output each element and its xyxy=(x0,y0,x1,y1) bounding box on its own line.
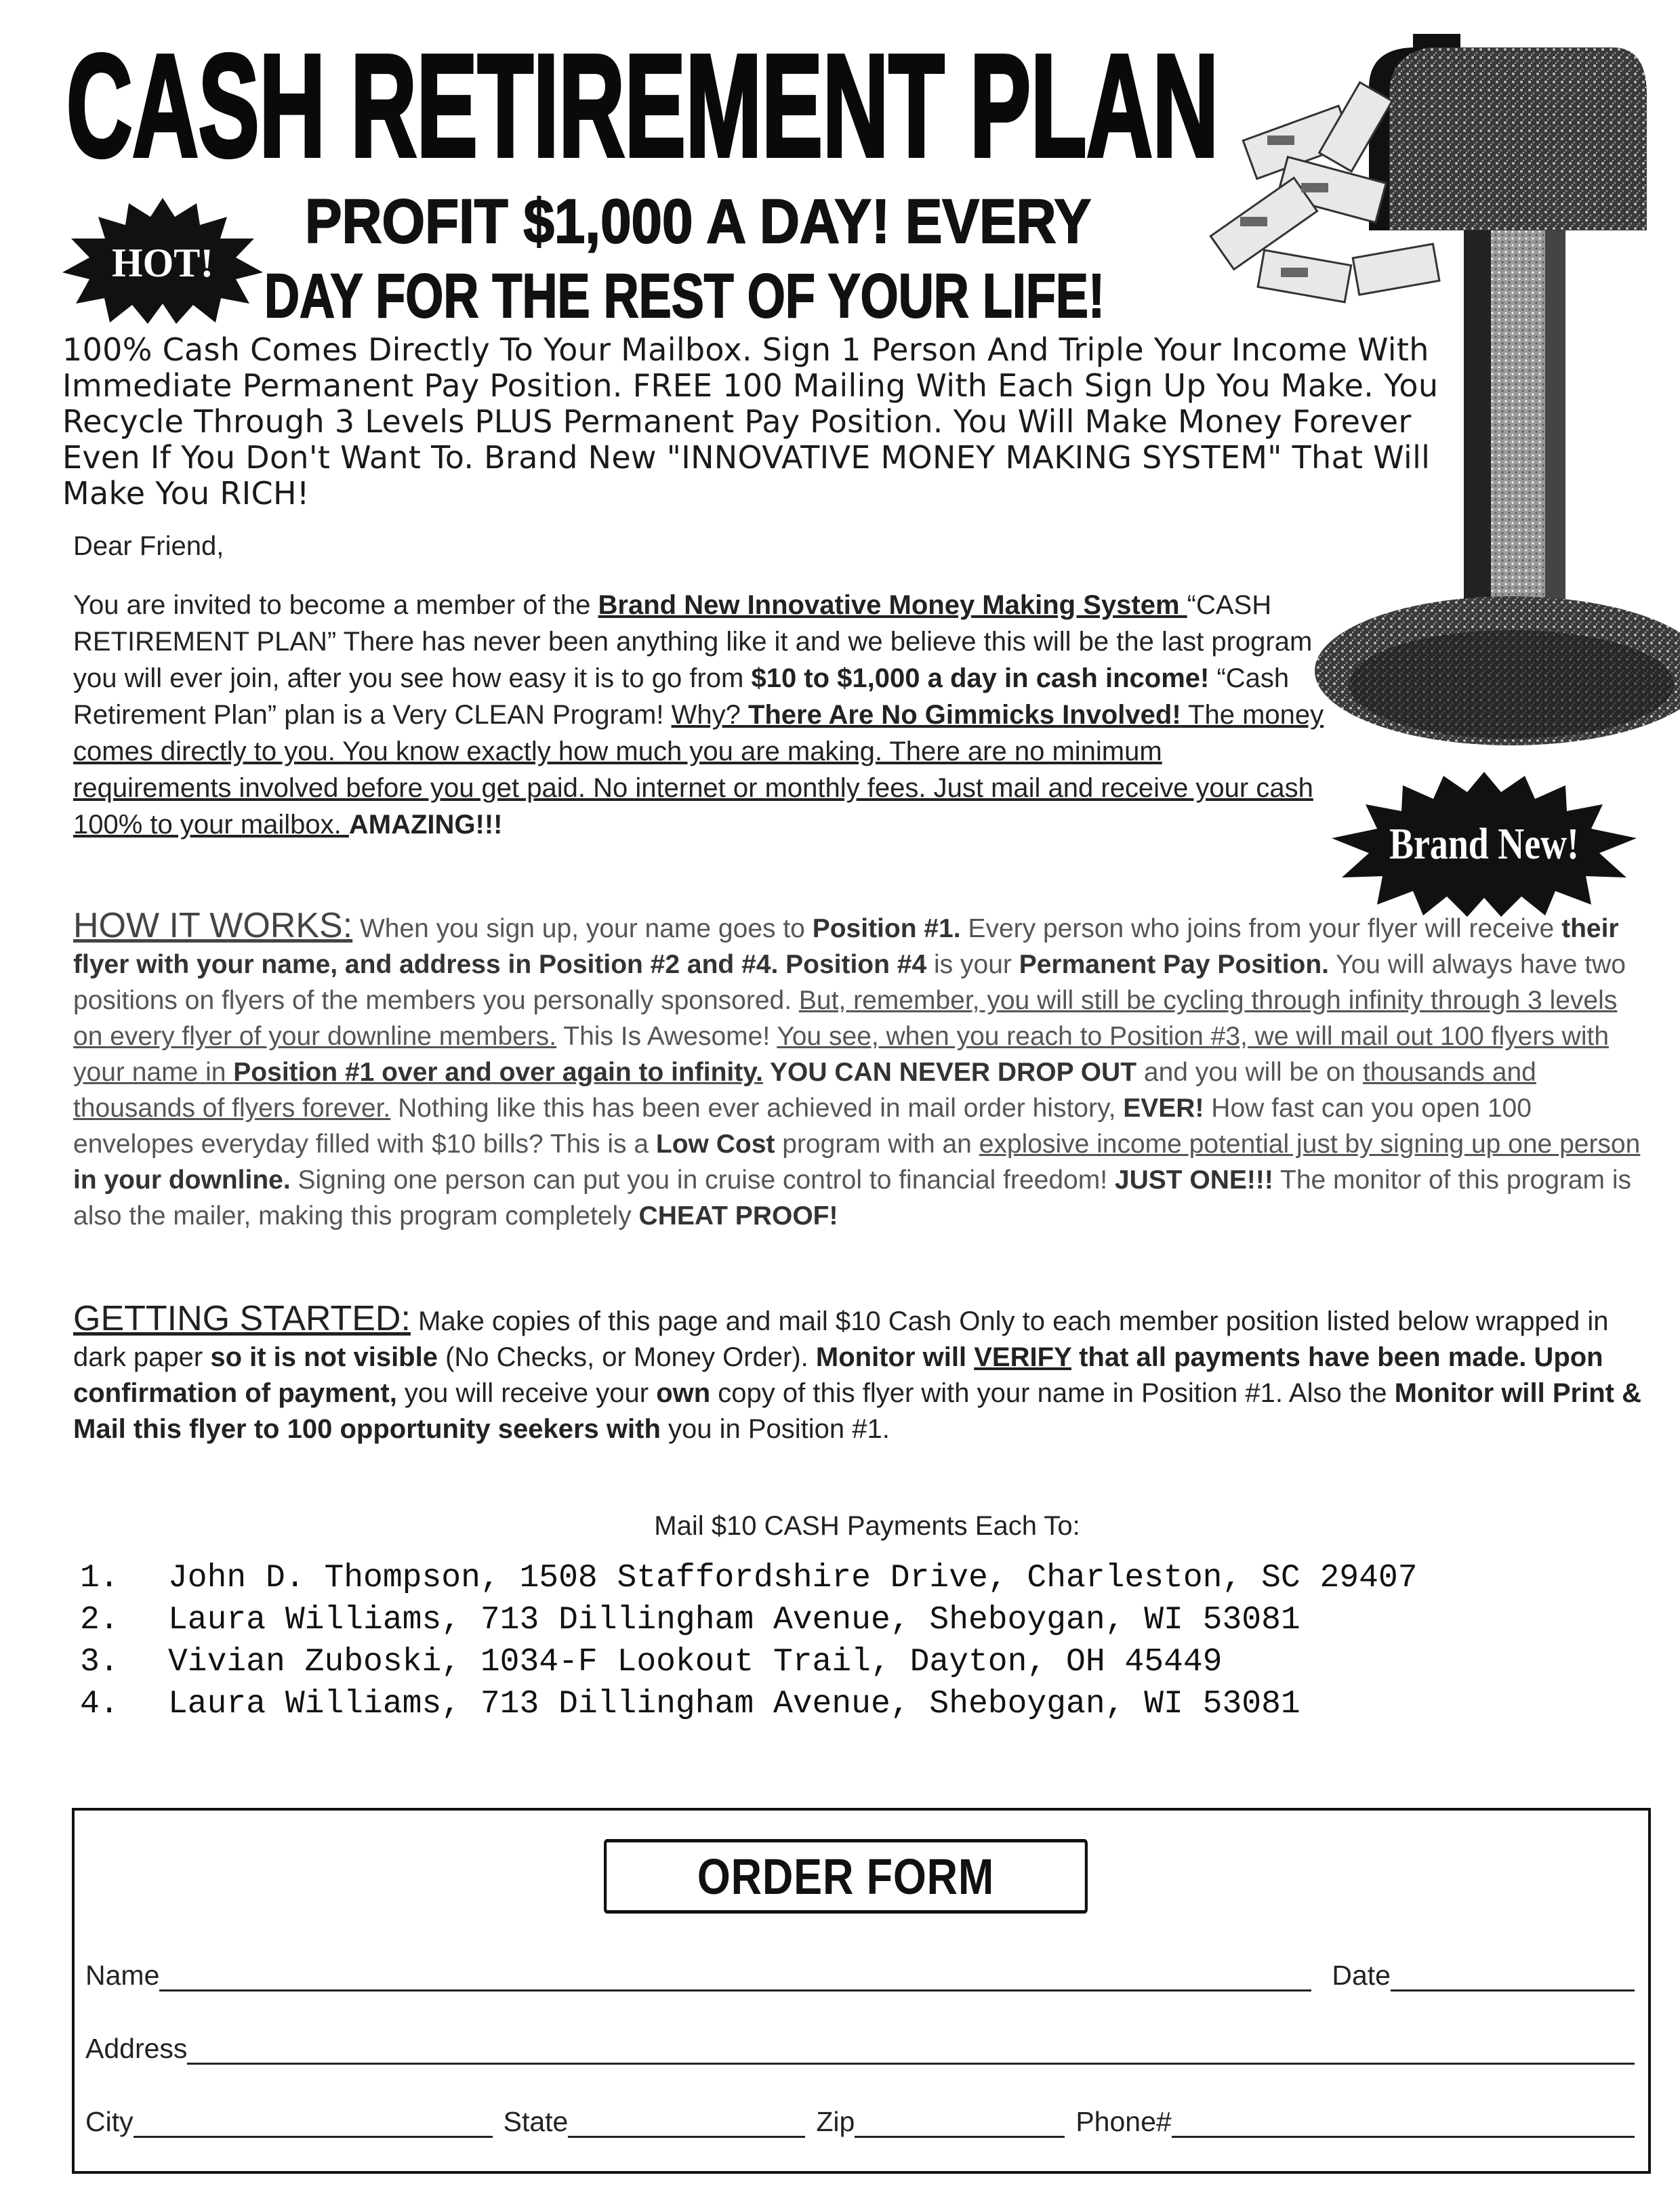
letter-text: “CASH RETIREMENT PLAN” There has never been anything like it and we believe this will be the last program you will ever join, after you see how easy it is to go from xyxy=(73,590,1313,693)
address-text: Vivian Zuboski, 1034-F Lookout Trail, Dayton, OH 45449 xyxy=(168,1644,1223,1680)
list-number: 3. xyxy=(80,1644,119,1680)
address-field[interactable] xyxy=(187,2038,1635,2065)
program-name: Brand New Innovative Money Making System xyxy=(598,590,1187,620)
how-underlined: explosive income potential just by signing up one person xyxy=(979,1130,1641,1159)
getting-bold: Monitor will xyxy=(815,1342,975,1372)
phone-field[interactable] xyxy=(1172,2111,1635,2138)
getting-text: you in Position #1. xyxy=(660,1414,890,1444)
address-label: Address xyxy=(85,2033,188,2064)
mail-instructions: Mail $10 CASH Payments Each To: xyxy=(654,1511,1080,1541)
headline-line1: PROFIT $1,000 A DAY! EVERY xyxy=(305,187,1091,256)
how-text: program with an xyxy=(775,1130,979,1159)
flyer-title xyxy=(60,20,1225,187)
state-field[interactable] xyxy=(568,2111,805,2138)
letter-text: “Cash Retirement Plan” plan is a Very CLEAN Program! xyxy=(73,663,1290,730)
getting-bold: own xyxy=(656,1378,711,1408)
city-label: City xyxy=(85,2106,134,2137)
how-bold: Low Cost xyxy=(655,1130,775,1159)
how-underlined: But, remember, you will still be cycling through infinity through 3 levels on every flyer of your downline members. xyxy=(73,986,1618,1051)
getting-bold: that all payments have been made. Upon confirmation of payment, xyxy=(73,1342,1603,1408)
how-bold: EVER! xyxy=(1123,1094,1204,1123)
list-number: 1. xyxy=(80,1560,119,1596)
list-item xyxy=(80,1557,1571,1599)
address-list xyxy=(80,1557,1571,1725)
how-text: is your xyxy=(926,950,1019,979)
how-text: The monitor of this program is also the mailer, making this program completely xyxy=(73,1165,1632,1231)
hot-badge-text: HOT! xyxy=(112,241,213,285)
name-field[interactable] xyxy=(159,1964,1311,1991)
how-text: You will always have two positions on flyers of the members you personally sponsored. xyxy=(73,950,1626,1015)
how-text: and you will be on xyxy=(1136,1058,1363,1087)
letter-text: You are invited to become a member of the xyxy=(73,590,598,620)
letter-body xyxy=(73,587,1327,843)
list-item xyxy=(80,1641,1571,1683)
brand-new-badge xyxy=(1328,769,1640,918)
getting-started-section xyxy=(73,1301,1652,1447)
name-label: Name xyxy=(85,1960,160,1991)
how-bold: Permanent Pay Position. xyxy=(1019,950,1330,979)
getting-bold: so it is not visible xyxy=(210,1342,438,1372)
hot-badge xyxy=(61,197,264,325)
how-underlined: You see, when you reach to Position #3, we will mail out 100 flyers with your name in xyxy=(73,1022,1610,1087)
zip-field[interactable] xyxy=(855,2111,1065,2138)
how-it-works-section xyxy=(73,908,1652,1234)
how-bold: in your downline. xyxy=(73,1165,291,1195)
letter-why: Why? xyxy=(671,700,748,730)
getting-started-heading: GETTING STARTED: xyxy=(73,1299,411,1338)
getting-text: Make copies of this page and mail $10 Cash Only to each member position listed below wrapped in dark paper xyxy=(73,1306,1609,1372)
order-form-title: ORDER FORM xyxy=(604,1839,1088,1914)
how-it-works-heading: HOW IT WORKS: xyxy=(73,906,353,945)
how-text: Nothing like this has been ever achieved in mail order history, xyxy=(390,1094,1124,1123)
city-state-zip-row xyxy=(85,2106,1635,2138)
order-form xyxy=(72,1808,1651,2174)
how-text: Every person who joins from your flyer will receive xyxy=(960,914,1562,943)
headline xyxy=(258,182,1220,331)
letter-amazing: AMAZING!!! xyxy=(348,810,503,840)
getting-text: copy of this flyer with your name in Position #1. Also the xyxy=(710,1378,1395,1408)
getting-text: (No Checks, or Money Order). xyxy=(437,1342,816,1372)
phone-label: Phone# xyxy=(1075,2106,1172,2137)
list-number: 4. xyxy=(80,1686,119,1722)
how-bold-underlined: Position #1 over and over again to infinity. xyxy=(233,1058,763,1087)
how-bold: JUST ONE!!! xyxy=(1114,1165,1273,1195)
date-label: Date xyxy=(1332,1960,1391,1991)
address-text: Laura Williams, 713 Dillingham Avenue, Sheboygan, WI 53081 xyxy=(168,1602,1300,1638)
letter-underlined: The money comes directly to you. You know exactly how much you are making. There are no minimum requirements involved before you get paid. No internet or monthly fees. Just mail and receive your cash 100% to your mailbox. xyxy=(73,700,1324,840)
address-row xyxy=(85,2033,1635,2065)
state-label: State xyxy=(503,2106,569,2137)
how-text: Signing one person can put you in cruise control to financial freedom! xyxy=(290,1165,1115,1195)
getting-text: you will receive your xyxy=(396,1378,657,1408)
how-bold: their flyer with your name, and address in Position #2 and #4. xyxy=(73,914,1619,979)
list-item xyxy=(80,1599,1571,1641)
list-item xyxy=(80,1683,1571,1725)
greeting: Dear Friend, xyxy=(73,531,224,561)
how-bold: Position #1. xyxy=(812,914,961,943)
verify-underlined: VERIFY xyxy=(974,1342,1071,1372)
how-text xyxy=(778,950,785,979)
address-text: Laura Williams, 713 Dillingham Avenue, Sheboygan, WI 53081 xyxy=(168,1686,1300,1722)
how-text: When you sign up, your name goes to xyxy=(352,914,813,943)
flyer-title-text: CASH RETIREMENT PLAN xyxy=(66,24,1218,187)
getting-bold: Monitor will Print & Mail this flyer to 100 opportunity seekers with xyxy=(73,1378,1641,1444)
name-date-row xyxy=(85,1960,1635,1991)
letter-no-gimmicks: There Are No Gimmicks Involved! xyxy=(747,700,1181,730)
list-number: 2. xyxy=(80,1602,119,1638)
how-underlined: thousands and thousands of flyers forever. xyxy=(73,1058,1536,1123)
how-bold: YOU CAN NEVER DROP OUT xyxy=(762,1058,1137,1087)
letter-emphasis: $10 to $1,000 a day in cash income! xyxy=(751,663,1210,693)
how-text: This Is Awesome! xyxy=(556,1022,777,1051)
how-bold: CHEAT PROOF! xyxy=(638,1201,838,1231)
city-field[interactable] xyxy=(134,2111,493,2138)
date-field[interactable] xyxy=(1391,1964,1635,1991)
zip-label: Zip xyxy=(816,2106,855,2137)
address-text: John D. Thompson, 1508 Staffordshire Drive, Charleston, SC 29407 xyxy=(168,1560,1418,1596)
brand-new-text: Brand New! xyxy=(1389,819,1579,869)
how-bold: Position #4 xyxy=(785,950,927,979)
headline-line2: DAY FOR THE REST OF YOUR LIFE! xyxy=(264,262,1105,331)
intro-paragraph: 100% Cash Comes Directly To Your Mailbox. Sign 1 Person And Triple Your Income With Immediate Permanent Pay Position. FREE 100 Mailing With Each Sign Up You Make. You Recycle Through 3 Levels PLUS Permanent Pay Position. You Will Make Money Forever Even If You Don't Want To. Brand New "INNOVATIVE MONEY MAKING SYSTEM" That Will Make You RICH! xyxy=(62,331,1439,512)
how-text: How fast can you open 100 envelopes everyday filled with $10 bills? This is a xyxy=(73,1094,1532,1159)
